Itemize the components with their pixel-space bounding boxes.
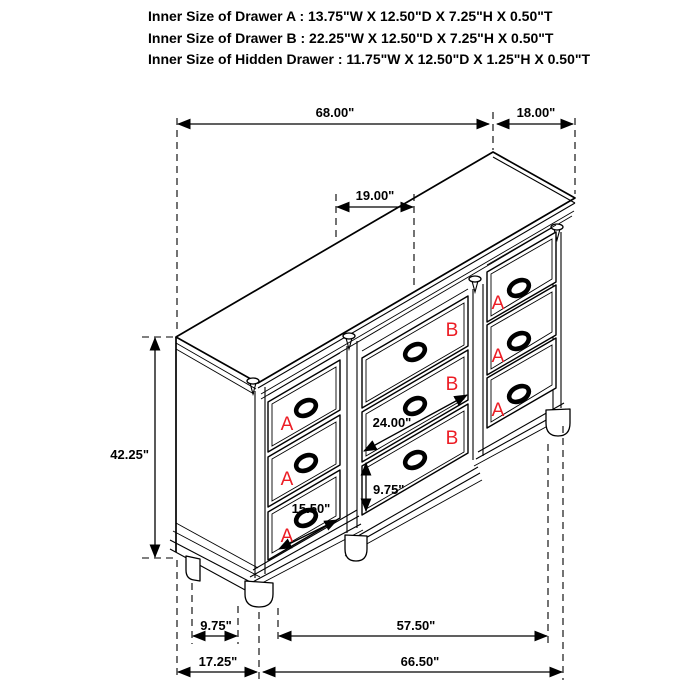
label-drawer-b: B	[445, 374, 459, 395]
drawer-column-left	[268, 360, 340, 560]
dim-top-width-label: 68.00"	[315, 105, 355, 120]
label-drawer-a: A	[491, 400, 505, 421]
dim-front-feet-span	[279, 618, 547, 636]
dim-overall-height	[110, 338, 155, 557]
drawer-b-inner-size: Inner Size of Drawer B : 22.25"W X 12.50"D X 7.25"H X 0.50"T	[148, 29, 554, 46]
drawer-a-inner-size: Inner Size of Drawer A : 13.75"W X 12.50"D X 7.25"H X 0.50"T	[148, 8, 553, 24]
dim-side-depth-label: 17.25"	[198, 654, 238, 669]
dim-foot-spacing	[193, 618, 237, 636]
label-drawer-b: B	[445, 428, 459, 449]
label-drawer-a: A	[491, 346, 505, 367]
hidden-drawer-inner-size: Inner Size of Hidden Drawer : 11.75"W X 12.50"D X 1.25"H X 0.50"T	[148, 51, 591, 67]
dim-side-depth	[178, 654, 257, 672]
label-drawer-a: A	[280, 469, 294, 490]
dim-drawer-a-width-label: 15.50"	[291, 501, 331, 516]
dim-top-depth	[497, 105, 573, 124]
left-side-panel	[170, 337, 262, 597]
dim-front-width	[263, 654, 562, 672]
label-drawer-a: A	[280, 414, 294, 435]
label-drawer-b: B	[445, 320, 459, 341]
dim-front-feet-span-label: 57.50"	[396, 618, 436, 633]
dim-top-depth-label: 18.00"	[516, 105, 556, 120]
dim-foot-spacing-label: 9.75"	[200, 618, 232, 633]
dim-front-width-label: 66.50"	[400, 654, 440, 669]
dim-top-setback-label: 19.00"	[355, 188, 395, 203]
dim-top-width	[178, 105, 489, 124]
dim-top-setback	[337, 188, 413, 207]
dim-overall-height-label: 42.25"	[110, 447, 149, 462]
label-drawer-a: A	[491, 293, 505, 314]
dim-drawer-b-height-label: 9.75"	[373, 482, 405, 497]
dresser-artwork	[170, 152, 575, 607]
dim-drawer-b-width-label: 24.00"	[372, 415, 412, 430]
label-drawer-a: A	[280, 526, 294, 547]
